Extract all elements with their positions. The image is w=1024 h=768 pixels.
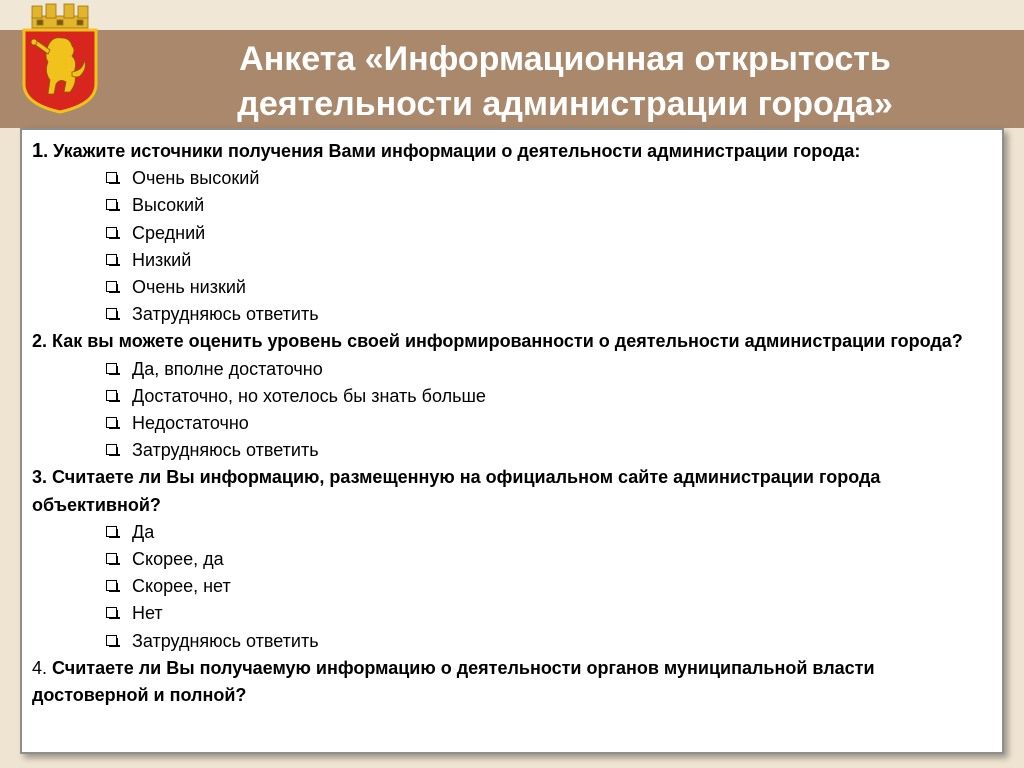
question-1-text: . Укажите источники получения Вами информации о деятельности администрации города: (43, 141, 861, 161)
checkbox-icon[interactable] (106, 390, 117, 401)
checkbox-icon[interactable] (106, 635, 117, 646)
option-label: Да (132, 521, 155, 542)
checkbox-icon[interactable] (106, 444, 117, 455)
title-line-2: деятельности администрации города» (237, 85, 893, 123)
question-3 (32, 464, 992, 518)
list-item[interactable] (102, 519, 992, 546)
checkbox-icon[interactable] (106, 553, 117, 564)
page-title (150, 37, 980, 127)
checkbox-icon[interactable] (106, 417, 117, 428)
question-1-options (32, 165, 992, 328)
list-item[interactable] (102, 546, 992, 573)
option-label: Затрудняюсь ответить (132, 304, 319, 325)
city-coat-of-arms-lion-icon (18, 2, 102, 114)
checkbox-icon[interactable] (106, 580, 117, 591)
option-label: Средний (132, 222, 206, 243)
question-3-text: . Считаете ли Вы информацию, размещенную на официальном сайте администрации города объективной? (32, 467, 881, 515)
option-label: Высокий (132, 195, 205, 216)
checkbox-icon[interactable] (106, 227, 117, 238)
list-item[interactable] (102, 410, 992, 437)
question-4-text: Считаете ли Вы получаемую информацию о деятельности органов муниципальной власти достоверной и полной? (32, 657, 875, 706)
checkbox-icon[interactable] (106, 199, 117, 210)
top-strip (0, 0, 1024, 30)
list-item[interactable] (102, 628, 992, 655)
question-4 (32, 655, 992, 709)
checkbox-icon[interactable] (106, 281, 117, 292)
question-2-text: . Как вы можете оценить уровень своей информированности о деятельности администрации города? (42, 331, 963, 352)
option-label: Скорее, нет (132, 576, 231, 597)
option-label: Недостаточно (132, 413, 249, 434)
checkbox-icon[interactable] (106, 607, 117, 618)
option-label: Нет (132, 603, 163, 624)
option-label: Затрудняюсь ответить (132, 440, 319, 461)
list-item[interactable] (102, 165, 992, 192)
option-label: Скорее, да (132, 549, 224, 570)
checkbox-icon[interactable] (106, 526, 117, 537)
option-label: Очень низкий (132, 277, 246, 298)
list-item[interactable] (102, 220, 992, 247)
checkbox-icon[interactable] (106, 172, 117, 183)
title-line-1: Анкета «Информационная открытость (239, 40, 891, 78)
checkbox-icon[interactable] (106, 363, 117, 374)
question-2 (32, 328, 992, 355)
list-item[interactable] (102, 383, 992, 410)
question-4-number: 4. (32, 657, 48, 678)
question-2-number: 2 (32, 331, 43, 352)
option-label: Очень высокий (132, 168, 260, 189)
list-item[interactable] (102, 274, 992, 301)
checkbox-icon[interactable] (106, 254, 117, 265)
list-item[interactable] (102, 600, 992, 627)
question-3-number: 3 (32, 467, 43, 488)
questionnaire-card (20, 128, 1004, 754)
checkbox-icon[interactable] (106, 308, 117, 319)
question-1 (32, 138, 992, 165)
list-item[interactable] (102, 192, 992, 219)
list-item[interactable] (102, 301, 992, 328)
option-label: Да, вполне достаточно (132, 358, 323, 379)
list-item[interactable] (102, 356, 992, 383)
option-label: Низкий (132, 249, 192, 270)
question-2-options (32, 356, 992, 465)
option-label: Достаточно, но хотелось бы знать больше (132, 385, 486, 406)
question-3-options (32, 519, 992, 655)
list-item[interactable] (102, 437, 992, 464)
question-1-number: 1 (32, 140, 44, 162)
list-item[interactable] (102, 573, 992, 600)
list-item[interactable] (102, 247, 992, 274)
questionnaire-content (32, 138, 992, 709)
option-label: Затрудняюсь ответить (132, 630, 319, 651)
